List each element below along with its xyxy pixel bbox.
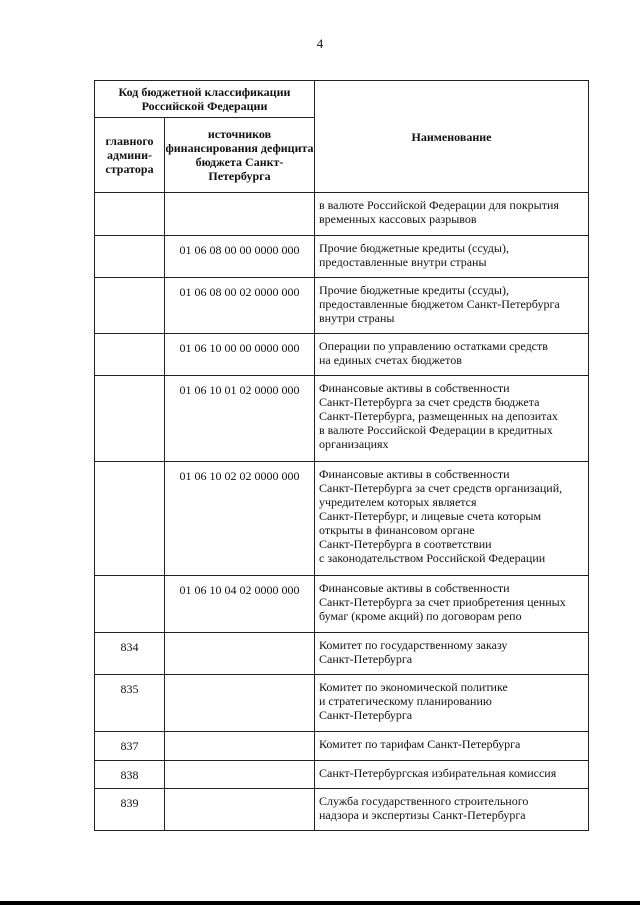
name-cell bbox=[315, 633, 589, 675]
table-row bbox=[95, 376, 589, 462]
table-row bbox=[95, 334, 589, 376]
source-code-cell bbox=[165, 193, 315, 236]
table-row bbox=[95, 236, 589, 278]
admin-code-cell bbox=[95, 376, 165, 462]
name-cell bbox=[315, 675, 589, 732]
name-text: Комитет по тарифам Санкт-Петербурга bbox=[319, 737, 521, 751]
name-cell bbox=[315, 334, 589, 376]
admin-code-cell bbox=[95, 334, 165, 376]
source-code-cell bbox=[165, 675, 315, 732]
admin-code-cell: 837 bbox=[95, 732, 165, 761]
name-cell bbox=[315, 236, 589, 278]
source-code-cell: 01 06 08 00 00 0000 000 bbox=[165, 236, 315, 278]
admin-code-cell: 835 bbox=[95, 675, 165, 732]
name-cell bbox=[315, 789, 589, 831]
name-text: Комитет по экономической политике и стратегическому планированию Санкт-Петербурга bbox=[319, 680, 508, 722]
table-row bbox=[95, 675, 589, 732]
name-text: Финансовые активы в собственности Санкт-Петербурга за счет средств бюджета Санкт-Петербурга, размещенных на депозитах в валюте Российской Федерации в кредитных организациях bbox=[319, 381, 558, 451]
name-cell bbox=[315, 278, 589, 334]
table-row bbox=[95, 789, 589, 831]
name-text: Служба государственного строительного надзора и экспертизы Санкт-Петербурга bbox=[319, 794, 529, 822]
admin-code-cell bbox=[95, 462, 165, 576]
header-admin: главного админи-стратора bbox=[95, 118, 165, 193]
name-cell bbox=[315, 732, 589, 761]
admin-code-cell: 838 bbox=[95, 761, 165, 789]
table-row bbox=[95, 576, 589, 633]
table-row bbox=[95, 633, 589, 675]
source-code-cell bbox=[165, 789, 315, 831]
name-text: Санкт-Петербургская избирательная комиссия bbox=[319, 766, 557, 780]
source-code-cell bbox=[165, 633, 315, 675]
header-source: источников финансирования дефицита бюджета Санкт-Петербурга bbox=[165, 118, 315, 193]
table-row bbox=[95, 278, 589, 334]
name-text: Прочие бюджетные кредиты (ссуды), предоставленные внутри страны bbox=[319, 241, 509, 269]
admin-code-cell bbox=[95, 236, 165, 278]
name-cell bbox=[315, 376, 589, 462]
name-text: Операции по управлению остатками средств на единых счетах бюджетов bbox=[319, 339, 548, 367]
source-code-cell: 01 06 10 04 02 0000 000 bbox=[165, 576, 315, 633]
header-code-group: Код бюджетной классификации Российской Федерации bbox=[95, 81, 315, 118]
name-text: Комитет по государственному заказу Санкт-Петербурга bbox=[319, 638, 508, 666]
table-row bbox=[95, 732, 589, 761]
name-cell bbox=[315, 761, 589, 789]
admin-code-cell bbox=[95, 193, 165, 236]
admin-code-cell: 839 bbox=[95, 789, 165, 831]
name-cell bbox=[315, 462, 589, 576]
admin-code-cell bbox=[95, 576, 165, 633]
table-row bbox=[95, 462, 589, 576]
name-text: Прочие бюджетные кредиты (ссуды), предоставленные бюджетом Санкт-Петербурга внутри страны bbox=[319, 283, 560, 325]
source-code-cell: 01 06 10 00 00 0000 000 bbox=[165, 334, 315, 376]
name-cell bbox=[315, 576, 589, 633]
name-cell bbox=[315, 193, 589, 236]
admin-code-cell: 834 bbox=[95, 633, 165, 675]
source-code-cell: 01 06 10 02 02 0000 000 bbox=[165, 462, 315, 576]
source-code-cell bbox=[165, 732, 315, 761]
name-text: Финансовые активы в собственности Санкт-Петербурга за счет средств организаций, учредителем которых является Санкт-Петербург, и лицевые счета которым открыты в финансовом органе Санкт-Петербурга в соответствии с законодательством Российской Федерации bbox=[319, 467, 563, 565]
admin-code-cell bbox=[95, 278, 165, 334]
table-row bbox=[95, 761, 589, 789]
header-name: Наименование bbox=[315, 81, 589, 193]
table-row bbox=[95, 193, 589, 236]
scan-bottom-edge bbox=[0, 901, 640, 905]
name-text: в валюте Российской Федерации для покрытия временных кассовых разрывов bbox=[319, 198, 559, 226]
page-number: 4 bbox=[316, 36, 324, 51]
source-code-cell bbox=[165, 761, 315, 789]
source-code-cell: 01 06 10 01 02 0000 000 bbox=[165, 376, 315, 462]
budget-classification-table bbox=[94, 80, 589, 831]
source-code-cell: 01 06 08 00 02 0000 000 bbox=[165, 278, 315, 334]
name-text: Финансовые активы в собственности Санкт-Петербурга за счет приобретения ценных бумаг (кроме акций) по договорам репо bbox=[319, 581, 566, 623]
